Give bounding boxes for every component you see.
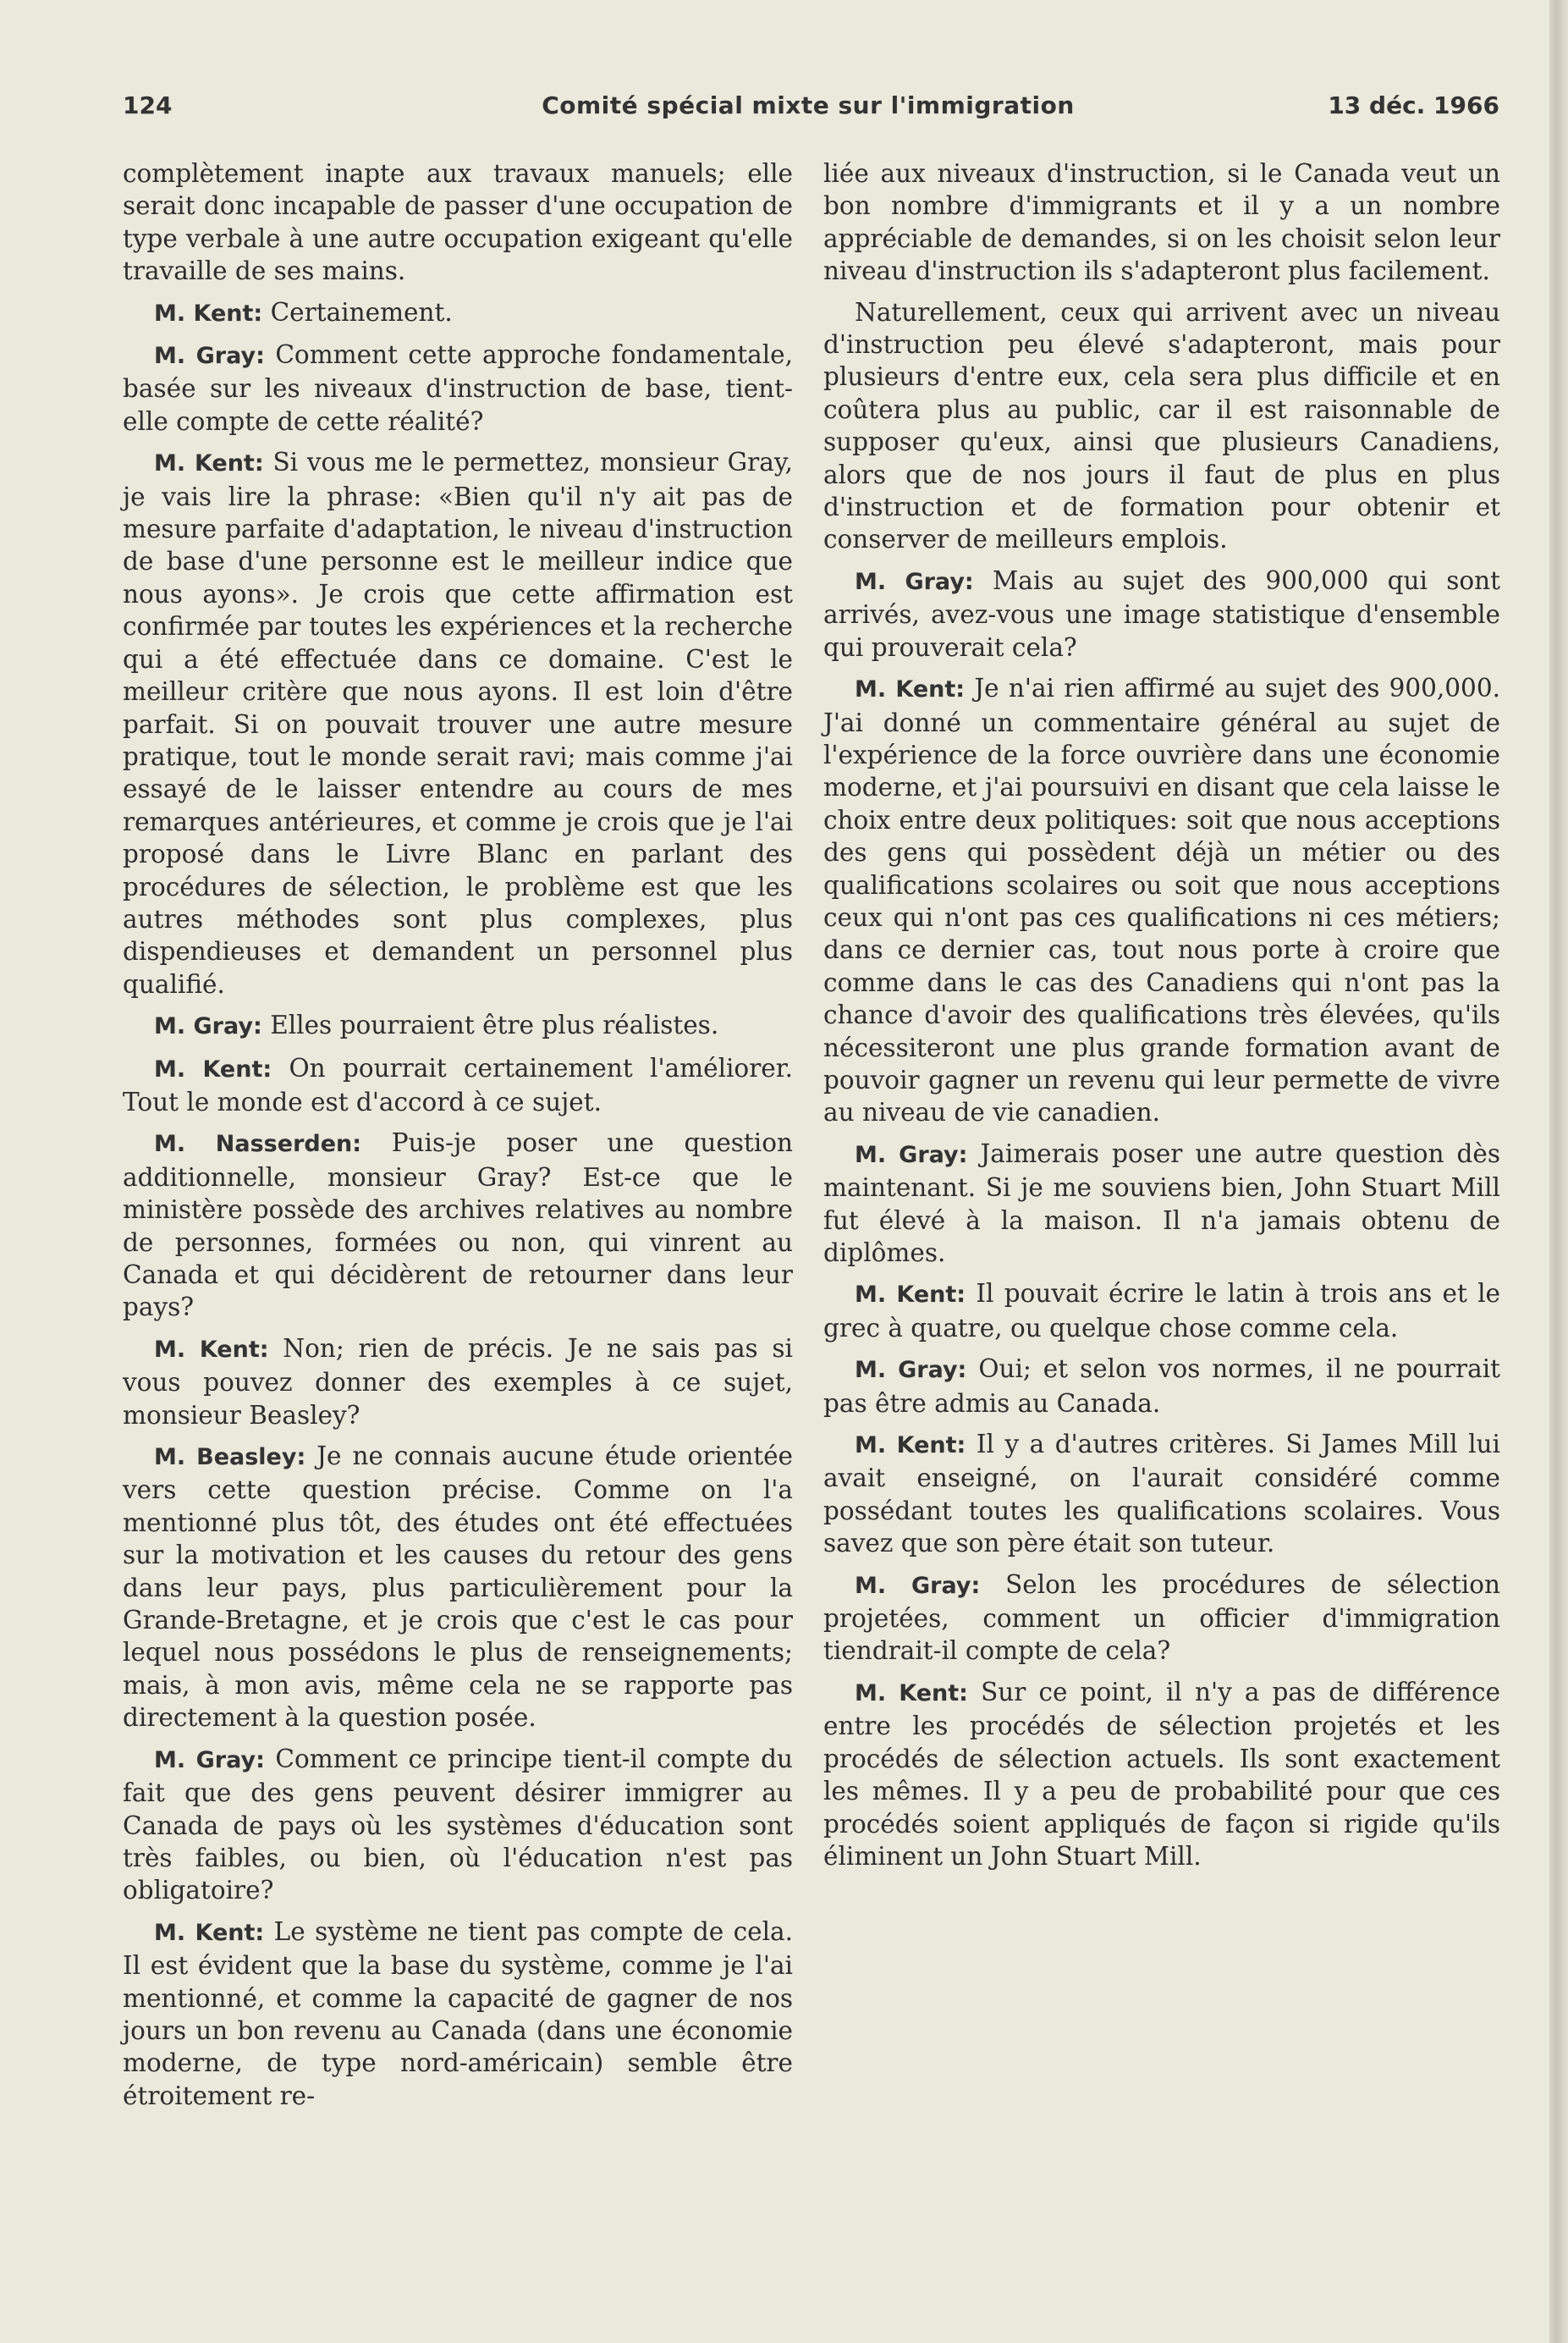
paragraph-text: Puis-je poser une question additionnelle, monsieur Gray? Est-ce que le ministère possède des archives relatives au nombre de personnes, formées ou non, qui vinrent au Canada et qui décidèrent de retourner dans leur pays? bbox=[123, 1128, 793, 1322]
paragraph-text: Le système ne tient pas compte de cela. Il est évident que la base du système, comme je l'ai mentionné, et comme la capacité de gagner de nos jours un bon revenu au Canada (dans une économie moderne, de type nord-américain) semble être étroitement re- bbox=[123, 1916, 793, 2110]
paragraph-text: Naturellement, ceux qui arrivent avec un niveau d'instruction peu élevé s'adapteront, mais pour plusieurs d'entre eux, cela sera plus difficile et en coûtera plus au public, car il est raisonnable de supposer qu'eux, ainsi que plusieurs Canadiens, alors que de nos jours il faut de plus en plus d'instruction et de formation pour obtenir et conserver de meilleurs emplois. bbox=[823, 297, 1500, 554]
paragraph-text: Je n'ai rien affirmé au sujet des 900,000. J'ai donné un commentaire général au sujet de l'expérience de la force ouvrière dans une économie moderne, et j'ai poursuivi en disant que cela laisse le choix entre deux politiques: soit que nous acceptions des gens qui possèdent déjà un métier ou des qualifications scolaires ou soit que nous acceptions ceux qui n'ont pas ces qualifications ni ces métiers; dans ce dernier cas, tout nous porte à croire que comme dans le cas des Canadiens qui n'ont pas la chance d'avoir des qualifications très élevées, qu'ils nécessiteront une plus grande formation avant de pouvoir gagner un revenu qui leur permette de vivre au niveau de vie canadien. bbox=[823, 674, 1500, 1127]
paragraph bbox=[123, 1009, 793, 1043]
paragraph bbox=[823, 1353, 1500, 1420]
paragraph bbox=[123, 1332, 793, 1431]
speaker-name: M. Gray: bbox=[855, 1572, 981, 1599]
running-header bbox=[123, 91, 1499, 129]
paragraph-text: Selon les procédures de sélection projetées, comment un officier d'immigration tiendrait-il compte de cela? bbox=[823, 1569, 1500, 1666]
paragraph bbox=[823, 1568, 1500, 1668]
paragraph bbox=[823, 1138, 1500, 1270]
speaker-name: M. Gray: bbox=[154, 1746, 265, 1773]
paragraph-text: Il y a d'autres critères. Si James Mill lui avait enseigné, on l'aurait considéré comme possédant toutes les qualifications scolaires. Vous savez que son père était son tuteur. bbox=[823, 1430, 1500, 1558]
speaker-name: M. Kent: bbox=[154, 1336, 269, 1363]
paragraph-text: complètement inapte aux travaux manuels; elle serait donc incapable de passer d'une occupation de type verbale à une autre occupation exigeant qu'elle travaille de ses mains. bbox=[123, 159, 793, 286]
paragraph-text: Oui; et selon vos normes, il ne pourrait pas être admis au Canada. bbox=[823, 1354, 1500, 1418]
speaker-name: M. Beasley: bbox=[154, 1444, 306, 1471]
header-title: Comité spécial mixte sur l'immigration bbox=[542, 91, 1075, 119]
paragraph bbox=[123, 1916, 793, 2112]
speaker-name: M. Kent: bbox=[154, 300, 263, 327]
paragraph bbox=[123, 1440, 793, 1734]
speaker-name: M. Kent: bbox=[855, 1432, 966, 1459]
left-column bbox=[123, 157, 793, 2120]
paragraph bbox=[123, 1052, 793, 1119]
paragraph-text: Il pouvait écrire le latin à trois ans et le grec à quatre, ou quelque chose comme cela. bbox=[823, 1279, 1500, 1342]
paragraph-text: Certainement. bbox=[270, 297, 453, 327]
paragraph-text: Mais au sujet des 900,000 qui sont arrivés, avez-vous une image statistique d'ensemble qui prouverait cela? bbox=[823, 565, 1500, 662]
speaker-name: M. Gray: bbox=[154, 1013, 262, 1040]
paragraph bbox=[123, 446, 793, 1001]
speaker-name: M. Nasserden: bbox=[154, 1131, 362, 1158]
header-date: 13 déc. 1966 bbox=[1328, 91, 1499, 119]
paragraph-text: Je ne connais aucune étude orientée vers cette question précise. Comme on l'a mentionné plus tôt, des études ont été effectuées sur la motivation et les causes du retour des gens dans leur pays, plus particulièrement pour la Grande-Bretagne, et je crois que c'est le cas pour lequel nous possédons le plus de renseignements; mais, à mon avis, même cela ne se rapporte pas directement à la question posée. bbox=[123, 1442, 793, 1733]
speaker-name: M. Kent: bbox=[154, 1919, 265, 1946]
paragraph bbox=[823, 1277, 1500, 1344]
speaker-name: M. Gray: bbox=[154, 343, 265, 370]
paragraph-text: Comment cette approche fondamentale, basée sur les niveaux d'instruction de base, tient-elle compte de cette réalité? bbox=[123, 340, 793, 436]
speaker-name: M. Gray: bbox=[855, 1357, 967, 1384]
paragraph-text: Non; rien de précis. Je ne sais pas si vous pouvez donner des exemples à ce sujet, monsieur Beasley? bbox=[123, 1333, 793, 1430]
speaker-name: M. Kent: bbox=[855, 1282, 966, 1309]
paragraph bbox=[123, 296, 793, 330]
paragraph bbox=[823, 1676, 1500, 1872]
paragraph-text: Elles pourraient être plus réalistes. bbox=[270, 1011, 719, 1040]
speaker-name: M. Gray: bbox=[855, 568, 974, 595]
paragraph-text: liée aux niveaux d'instruction, si le Canada veut un bon nombre d'immigrants et il y a un nombre appréciable de demandes, si on les choisit selon leur niveau d'instruction ils s'adapteront plus facilement. bbox=[823, 159, 1500, 286]
paragraph bbox=[123, 157, 793, 288]
page-number: 124 bbox=[123, 91, 173, 119]
paragraph bbox=[823, 672, 1500, 1129]
paragraph-text: Jaimerais poser une autre question dès maintenant. Si je me souviens bien, John Stuart Mill fut élevé à la maison. Il n'a jamais obtenu de diplômes. bbox=[823, 1138, 1500, 1267]
speaker-name: M. Kent: bbox=[855, 1679, 968, 1706]
paragraph bbox=[823, 565, 1500, 664]
paragraph bbox=[823, 296, 1500, 556]
paragraph bbox=[823, 1428, 1500, 1560]
paragraph-text: Si vous me le permettez, monsieur Gray, je vais lire la phrase: «Bien qu'il n'y ait pas de mesure parfaite d'adaptation, le niveau d'instruction de base d'une personne est le meilleur indice que nous ayons». Je crois que cette affirmation est confirmée par toutes les expériences et la recherche qui a été effectuée dans ce domaine. C'est le meilleur critère que nous ayons. Il est loin d'être parfait. Si on pouvait trouver une autre mesure pratique, tout le monde serait ravi; mais comme j'ai essayé de le laisser entendre au cours de mes remarques antérieures, et comme je crois que je l'ai proposé dans le Livre Blanc en parlant des procédures de sélection, le problème est que les autres méthodes sont plus complexes, plus dispendieuses et demandent un personnel plus qualifié. bbox=[123, 448, 793, 999]
paragraph-text: On pourrait certainement l'améliorer. Tout le monde est d'accord à ce sujet. bbox=[123, 1053, 793, 1116]
paragraph bbox=[123, 339, 793, 438]
paragraph-text: Comment ce principe tient-il compte du fait que des gens peuvent désirer immigrer au Canada de pays où les systèmes d'éducation sont très faibles, ou bien, où l'éducation n'est pas obligatoire? bbox=[123, 1744, 793, 1905]
speaker-name: M. Kent: bbox=[855, 676, 966, 703]
right-column bbox=[823, 157, 1500, 1881]
speaker-name: M. Gray: bbox=[855, 1141, 968, 1168]
paragraph bbox=[823, 157, 1500, 288]
paragraph bbox=[123, 1743, 793, 1907]
paragraph-text: Sur ce point, il n'y a pas de différence entre les procédés de sélection projetés et les procédés de sélection actuels. Ils sont exactement les mêmes. Il y a peu de probabilité pour que ces procédés soient appliqués de façon si rigide qu'ils éliminent un John Stuart Mill. bbox=[823, 1677, 1500, 1871]
paragraph bbox=[123, 1127, 793, 1323]
speaker-name: M. Kent: bbox=[154, 1056, 272, 1083]
page-edge bbox=[1549, 0, 1568, 2343]
speaker-name: M. Kent: bbox=[154, 450, 264, 477]
